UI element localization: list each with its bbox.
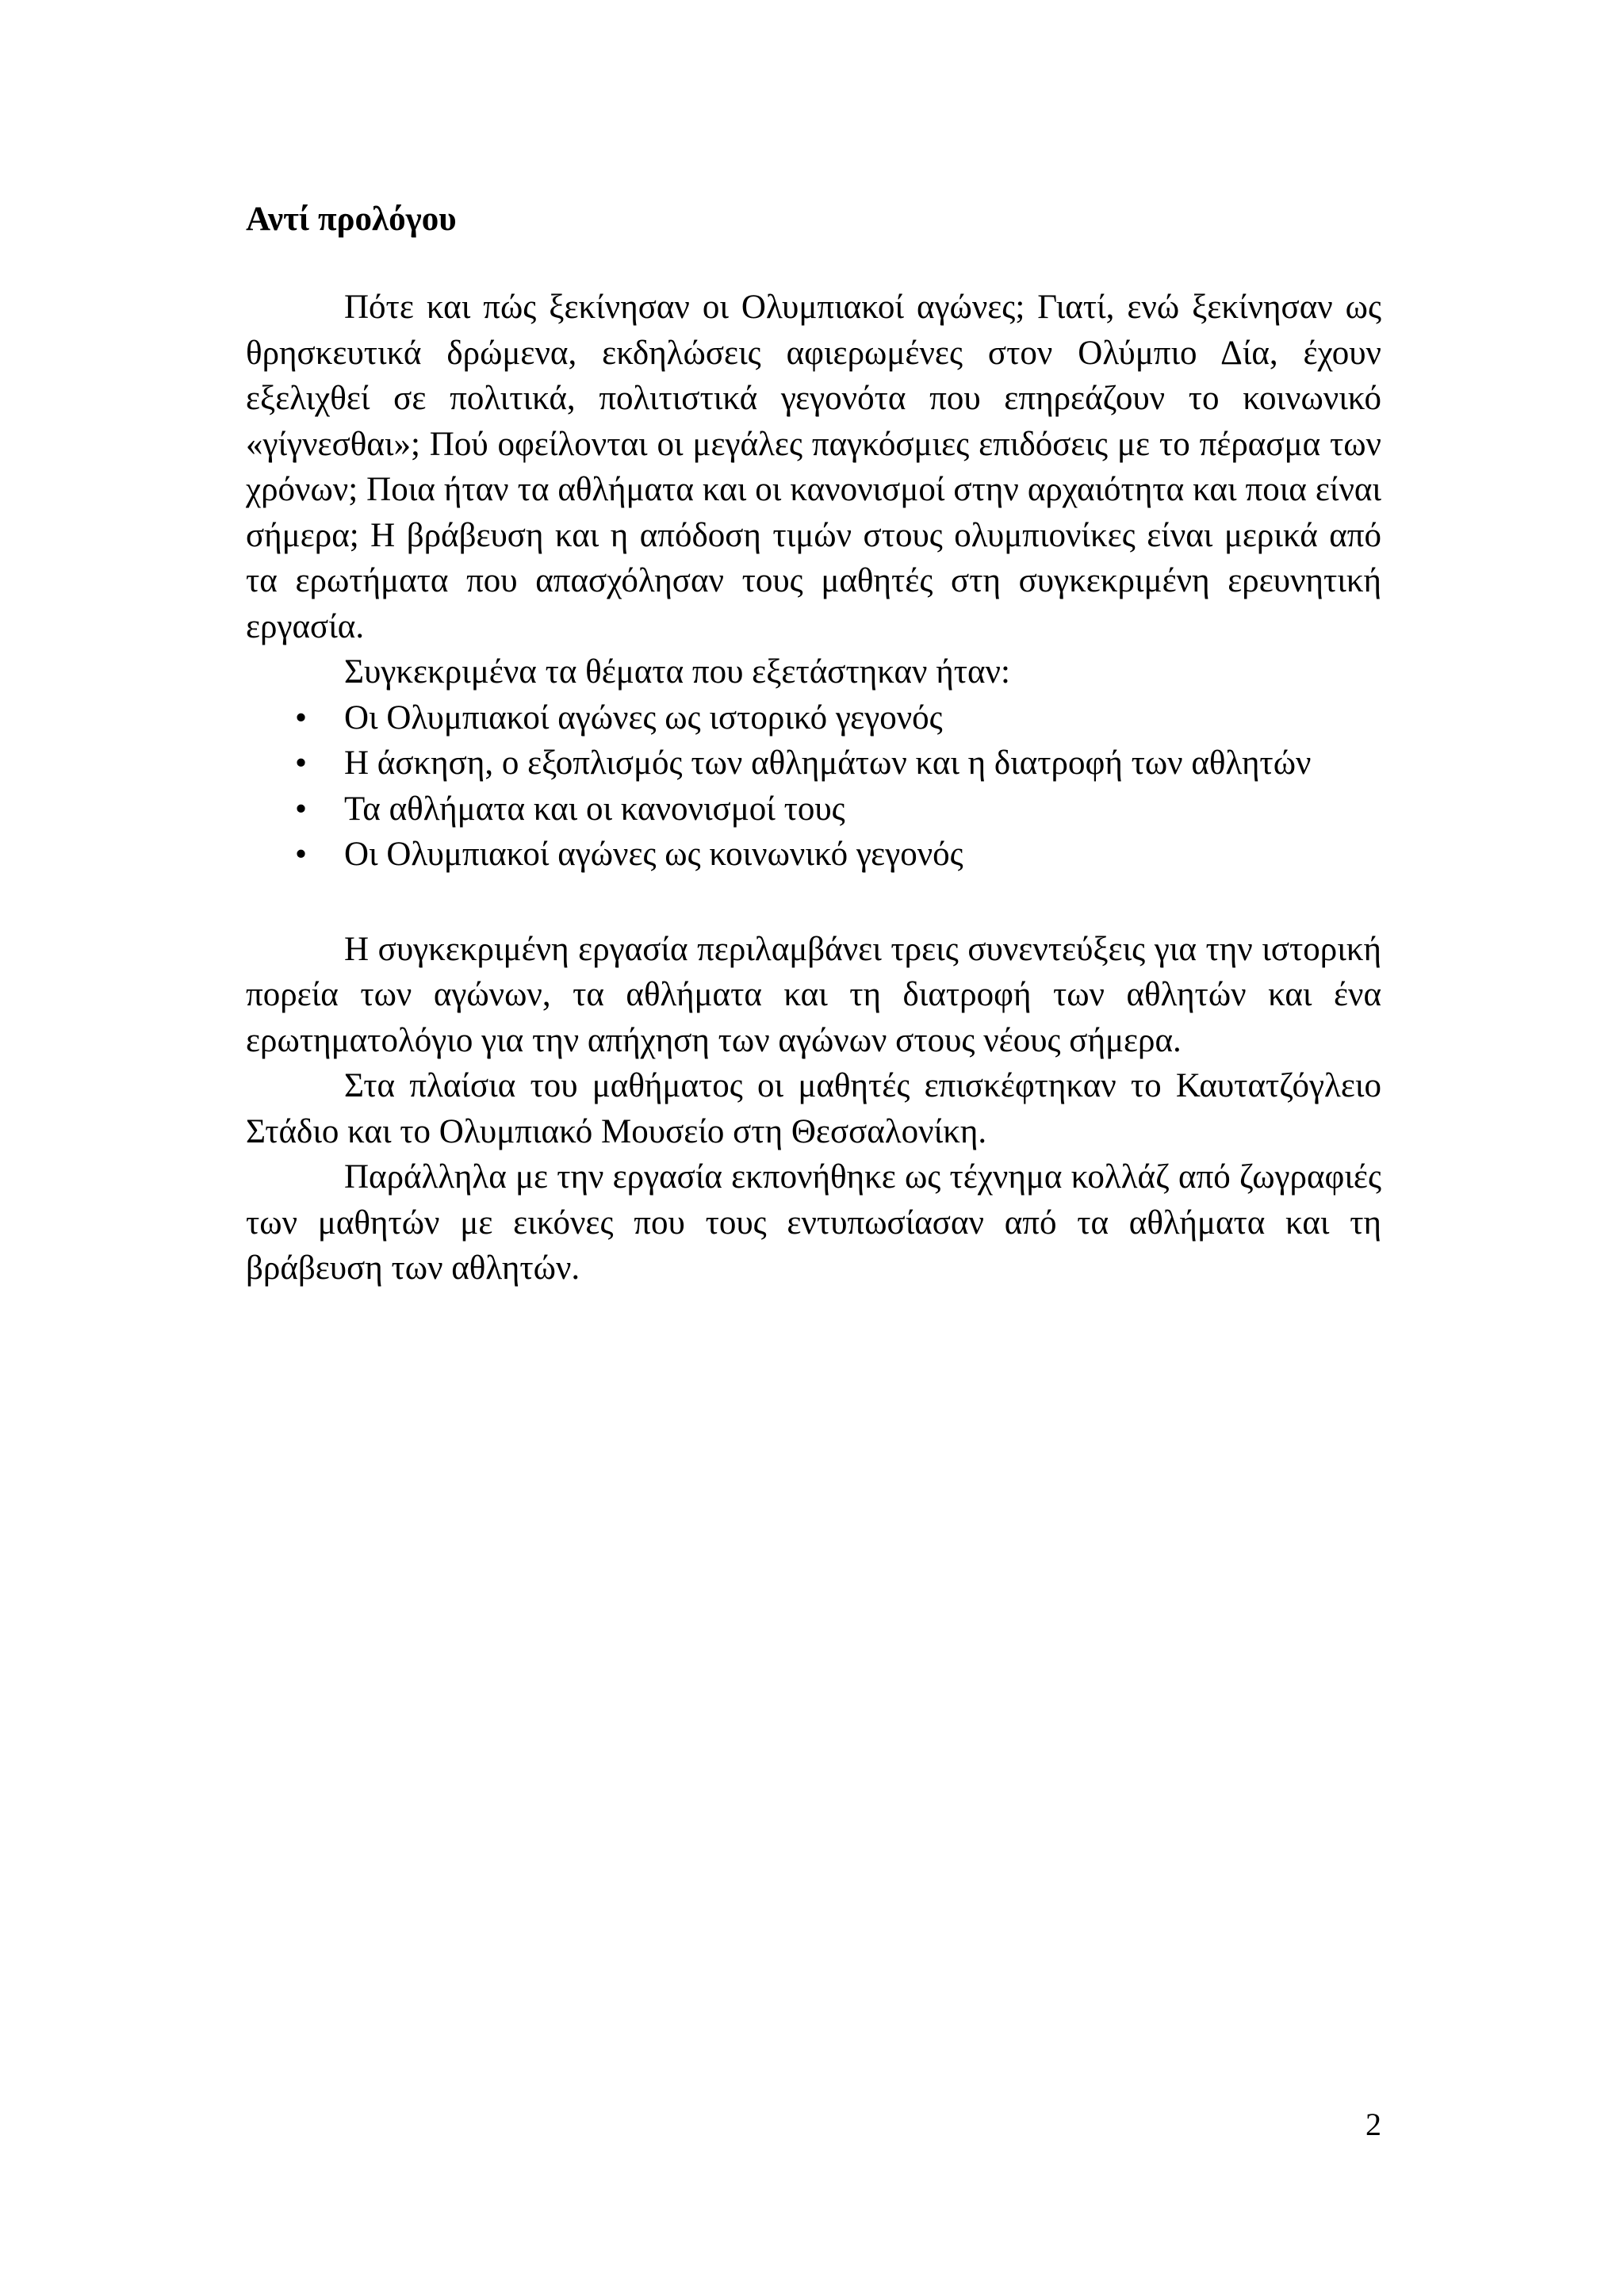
bullet-icon: • [295,698,308,737]
interviews-paragraph: Η συγκεκριμένη εργασία περιλαμβάνει τρεις συνεντεύξεις για την ιστορική πορεία των αγώνων, τα αθλήματα και τη διατροφή των αθλητών και ένα ερωτηματολόγιο για την απήχηση των αγώνων στους νέους σήμερα. [246,930,1381,1059]
bullet-icon: • [295,790,308,828]
list-item-text: Οι Ολυμπιακοί αγώνες ως κοινωνικό γεγονός [344,836,963,873]
collage-paragraph: Παράλληλα με την εργασία εκπονήθηκε ως τέχνημα κολλάζ από ζωγραφιές των μαθητών με εικόνες που τους εντυπωσίασαν από τα αθλήματα και τη βράβευση των αθλητών. [246,1158,1381,1287]
list-item [246,786,1381,832]
paragraph-gap [246,878,1381,927]
list-item-text: Τα αθλήματα και οι κανονισμοί τους [344,790,845,828]
page-content [246,197,1381,1292]
intro-paragraph: Πότε και πώς ξεκίνησαν οι Ολυμπιακοί αγώνες; Γιατί, ενώ ξεκίνησαν ως θρησκευτικά δρώμενα, εκδηλώσεις αφιερωμένες στον Ολύμπιο Δία, έχουν εξελιχθεί σε πολιτικά, πολιτιστικά γεγονότα που επηρεάζουν το κοινωνικό «γίγνεσθαι»; Πού οφείλονται οι μεγάλες παγκόσμιες επιδόσεις με το πέρασμα των χρόνων; Ποια ήταν τα αθλήματα και οι κανονισμοί στην αρχαιότητα και ποια είναι σήμερα; Η βράβευση και η απόδοση τιμών στους ολυμπιονίκες είναι μερικά από τα ερωτήματα που απασχόλησαν τους μαθητές στη συγκεκριμένη ερευνητική εργασία. [246,289,1381,645]
list-item-text: Η άσκηση, ο εξοπλισμός των αθλημάτων και η διατροφή των αθλητών [344,744,1312,782]
visit-paragraph: Στα πλαίσια του μαθήματος οι μαθητές επισκέφτηκαν το Καυτατζόγλειο Στάδιο και το Ολυμπιακό Μουσείο στη Θεσσαλονίκη. [246,1067,1381,1150]
bullet-icon: • [295,836,308,873]
bullet-icon: • [295,744,308,782]
list-item [246,695,1381,741]
section-heading: Αντί προλόγου [246,201,457,238]
list-item-text: Οι Ολυμπιακοί αγώνες ως ιστορικό γεγονός [344,698,943,737]
list-item [246,832,1381,878]
topics-list [246,695,1381,878]
topics-intro-paragraph: Συγκεκριμένα τα θέματα που εξετάστηκαν ήταν: [344,653,1010,691]
list-item [246,740,1381,786]
page-number: 2 [1365,2107,1381,2142]
